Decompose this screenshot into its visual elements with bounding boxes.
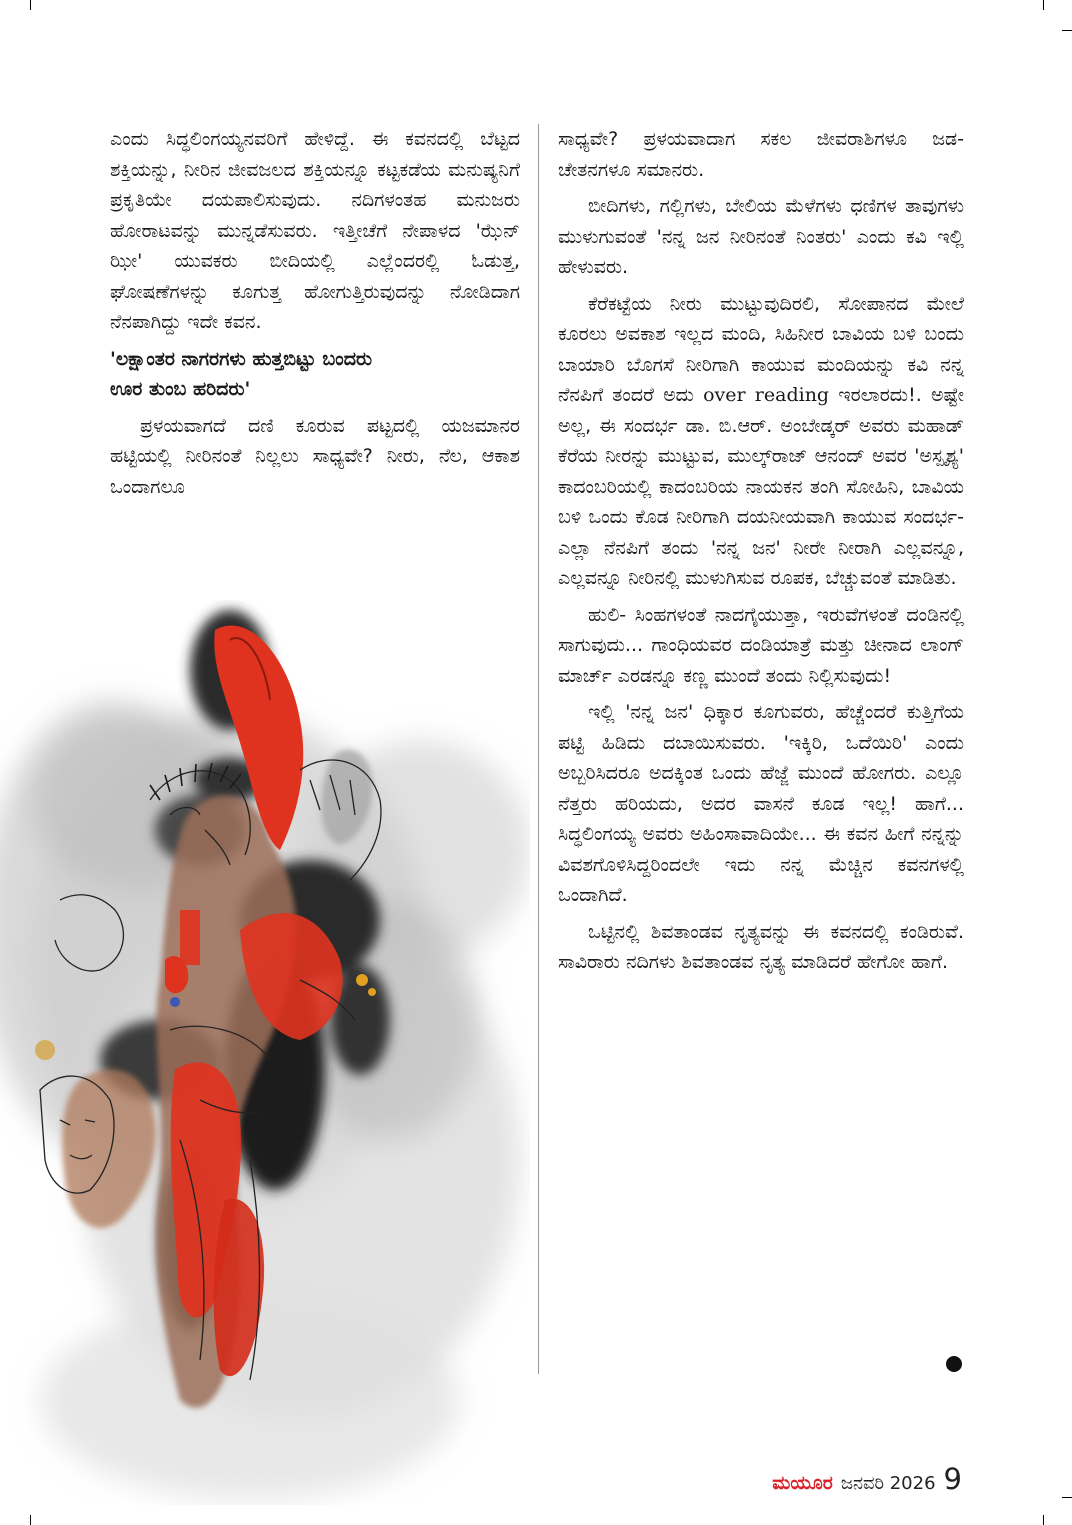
article-illustration	[0, 600, 530, 1505]
crop-mark-right-upper	[1062, 30, 1072, 31]
pull-quote	[110, 344, 520, 405]
english-phrase: over reading	[703, 384, 830, 406]
paragraph: ಎಂದು ಸಿದ್ಧಲಿಂಗಯ್ಯನವರಿಗೆ ಹೇಳಿದ್ದೆ. ಈ ಕವನದಲ್ಲಿ ಬೆಟ್ಟದ ಶಕ್ತಿಯನ್ನು, ನೀರಿನ ಜೀವಜಲದ ಶಕ್ತಿಯನ್ನೂ ಕಟ್ಟಕಡೆಯ ಮನುಷ್ಯನಿಗೆ ಪ್ರಕೃತಿಯೇ ದಯಪಾಲಿಸುವುದು. ನದಿಗಳಂತಹ ಮನುಜರು ಹೋರಾಟವನ್ನು ಮುನ್ನಡೆಸುವರು. ಇತ್ತೀಚೆಗೆ ನೇಪಾಳದ 'ಝೆನ್ ಝೀ' ಯುವಕರು ಬೀದಿಯಲ್ಲಿ ಎಲ್ಲೆಂದರಲ್ಲಿ ಓಡುತ್ತ, ಘೋಷಣೆಗಳನ್ನು ಕೂಗುತ್ತ ಹೋಗುತ್ತಿರುವುದನ್ನು ನೋಡಿದಾಗ ನೆನಪಾಗಿದ್ದು ಇದೇ ಕವನ.	[110, 128, 520, 333]
pull-quote-line: 'ಲಕ್ಷಾಂತರ ನಾಗರಗಳು ಹುತ್ತಬಿಟ್ಟು ಬಂದರು	[110, 347, 373, 370]
crop-mark-right-lower	[1062, 1497, 1072, 1498]
right-column	[558, 124, 964, 978]
paragraph: ಇಲ್ಲಿ 'ನನ್ನ ಜನ' ಧಿಕ್ಕಾರ ಕೂಗುವರು, ಹೆಚ್ಚೆಂದರೆ ಕುತ್ತಿಗೆಯ ಪಟ್ಟಿ ಹಿಡಿದು ದಬಾಯಿಸುವರು. 'ಇಕ್ಕಿರಿ, ಒದೆಯಿರಿ' ಎಂದು ಅಬ್ಬರಿಸಿದರೂ ಅದಕ್ಕಿಂತ ಒಂದು ಹೆಜ್ಜೆ ಮುಂದೆ ಹೋಗರು. ಎಲ್ಲೂ ನೆತ್ತರು ಹರಿಯದು, ಅದರ ವಾಸನೆ ಕೂಡ ಇಲ್ಲ! ಹಾಗೆ... ಸಿದ್ಧಲಿಂಗಯ್ಯ ಅವರು ಅಹಿಂಸಾವಾದಿಯೇ... ಈ ಕವನ ಹೀಗೆ ನನ್ನನ್ನು ವಿವಶಗೊಳಿಸಿದ್ದರಿಂದಲೇ ಇದು ನನ್ನ ಮೆಚ್ಚಿನ ಕವನಗಳಲ್ಲಿ ಒಂದಾಗಿದೆ.	[558, 701, 964, 906]
issue-date: ಜನವರಿ 2026	[840, 1473, 936, 1494]
page-footer	[772, 1462, 962, 1496]
paragraph: ಸಾಧ್ಯವೇ? ಪ್ರಳಯವಾದಾಗ ಸಕಲ ಜೀವರಾಶಿಗಳೂ ಜಡ- ಚೇತನಗಳೂ ಸಮಾನರು.	[558, 128, 964, 181]
crop-mark-bottom-right	[1043, 1515, 1044, 1525]
magazine-logo: ಮಯೂರ	[772, 1472, 833, 1494]
crop-mark-top-right	[1043, 0, 1044, 10]
column-divider	[538, 124, 539, 1374]
paragraph: ಪ್ರಳಯವಾಗದೆ ದಣಿ ಕೂರುವ ಪಟ್ಟದಲ್ಲಿ ಯಜಮಾನರ ಹಟ್ಟಿಯಲ್ಲಿ ನೀರಿನಂತೆ ನಿಲ್ಲಲು ಸಾಧ್ಯವೇ? ನೀರು, ನೆಲ, ಆಕಾಶ ಒಂದಾಗಲೂ	[110, 414, 520, 498]
paragraph: ಹುಲಿ- ಸಿಂಹಗಳಂತೆ ನಾದಗೈಯುತ್ತಾ, ಇರುವೆಗಳಂತೆ ದಂಡಿನಲ್ಲಿ ಸಾಗುವುದು... ಗಾಂಧಿಯವರ ದಂಡಿಯಾತ್ರೆ ಮತ್ತು ಚೀನಾದ ಲಾಂಗ್ ಮಾರ್ಚ್ ಎರಡನ್ನೂ ಕಣ್ಣ ಮುಂದೆ ತಂದು ನಿಲ್ಲಿಸುವುದು!	[558, 603, 964, 687]
crop-mark-top-left	[30, 0, 31, 10]
left-column	[110, 124, 520, 502]
paragraph: ಬೀದಿಗಳು, ಗಲ್ಲಿಗಳು, ಬೇಲಿಯ ಮೆಳೆಗಳು ಧಣಿಗಳ ತಾವುಗಳು ಮುಳುಗುವಂತೆ 'ನನ್ನ ಜನ ನೀರಿನಂತೆ ನಿಂತರು' ಎಂದು ಕವಿ ಇಲ್ಲಿ ಹೇಳುವರು.	[558, 195, 964, 278]
paragraph	[558, 289, 964, 594]
paragraph: ಒಟ್ಟಿನಲ್ಲಿ ಶಿವತಾಂಡವ ನೃತ್ಯವನ್ನು ಈ ಕವನದಲ್ಲಿ ಕಂಡಿರುವೆ. ಸಾವಿರಾರು ನದಿಗಳು ಶಿವತಾಂಡವ ನೃತ್ಯ ಮಾಡಿದರೆ ಹೇಗೋ ಹಾಗೆ.	[558, 920, 964, 973]
paragraph-text: ಕೆರೆಕಟ್ಟೆಯ ನೀರು ಮುಟ್ಟುವುದಿರಲಿ, ಸೋಪಾನದ ಮೇಲೆ ಕೂರಲು ಅವಕಾಶ ಇಲ್ಲದ ಮಂದಿ, ಸಿಹಿನೀರ ಬಾವಿಯ ಬಳಿ ಬಂದು ಬಾಯಾರಿ ಬೊಗಸೆ ನೀರಿಗಾಗಿ ಕಾಯುವ ಮಂದಿಯನ್ನು ಕವಿ ನನ್ನ ನೆನಪಿಗೆ ತಂದರೆ ಅದು	[558, 292, 964, 406]
page-number: 9	[943, 1462, 962, 1496]
pull-quote-line: ಊರ ತುಂಬ ಹರಿದರು'	[110, 378, 251, 400]
end-of-article-dot	[946, 1356, 962, 1372]
crop-mark-bottom-left	[30, 1515, 31, 1525]
paragraph-text: ಇರಲಾರದು!. ಅಷ್ಟೇ ಅಲ್ಲ, ಈ ಸಂದರ್ಭ ಡಾ. ಬಿ.ಆರ್. ಅಂಬೇಡ್ಕರ್ ಅವರು ಮಹಾಡ್ ಕೆರೆಯ ನೀರನ್ನು ಮುಟ್ಟುವ, ಮುಲ್ಕ್‌ರಾಜ್ ಆನಂದ್ ಅವರ 'ಅಸ್ಪೃಶ್ಯ' ಕಾದಂಬರಿಯಲ್ಲಿ ಕಾದಂಬರಿಯ ನಾಯಕನ ತಂಗಿ ಸೋಹಿನಿ, ಬಾವಿಯ ಬಳಿ ಒಂದು ಕೊಡ ನೀರಿಗಾಗಿ ದಯನೀಯವಾಗಿ ಕಾಯುವ ಸಂದರ್ಭ- ಎಲ್ಲಾ ನೆನಪಿಗೆ ತಂದು 'ನನ್ನ ಜನ' ನೀರೇ ನೀರಾಗಿ ಎಲ್ಲವನ್ನೂ, ಎಲ್ಲವನ್ನೂ ನೀರಿನಲ್ಲಿ ಮುಳುಗಿಸುವ ರೂಪಕ, ಬೆಚ್ಚುವಂತೆ ಮಾಡಿತು.	[558, 384, 964, 589]
